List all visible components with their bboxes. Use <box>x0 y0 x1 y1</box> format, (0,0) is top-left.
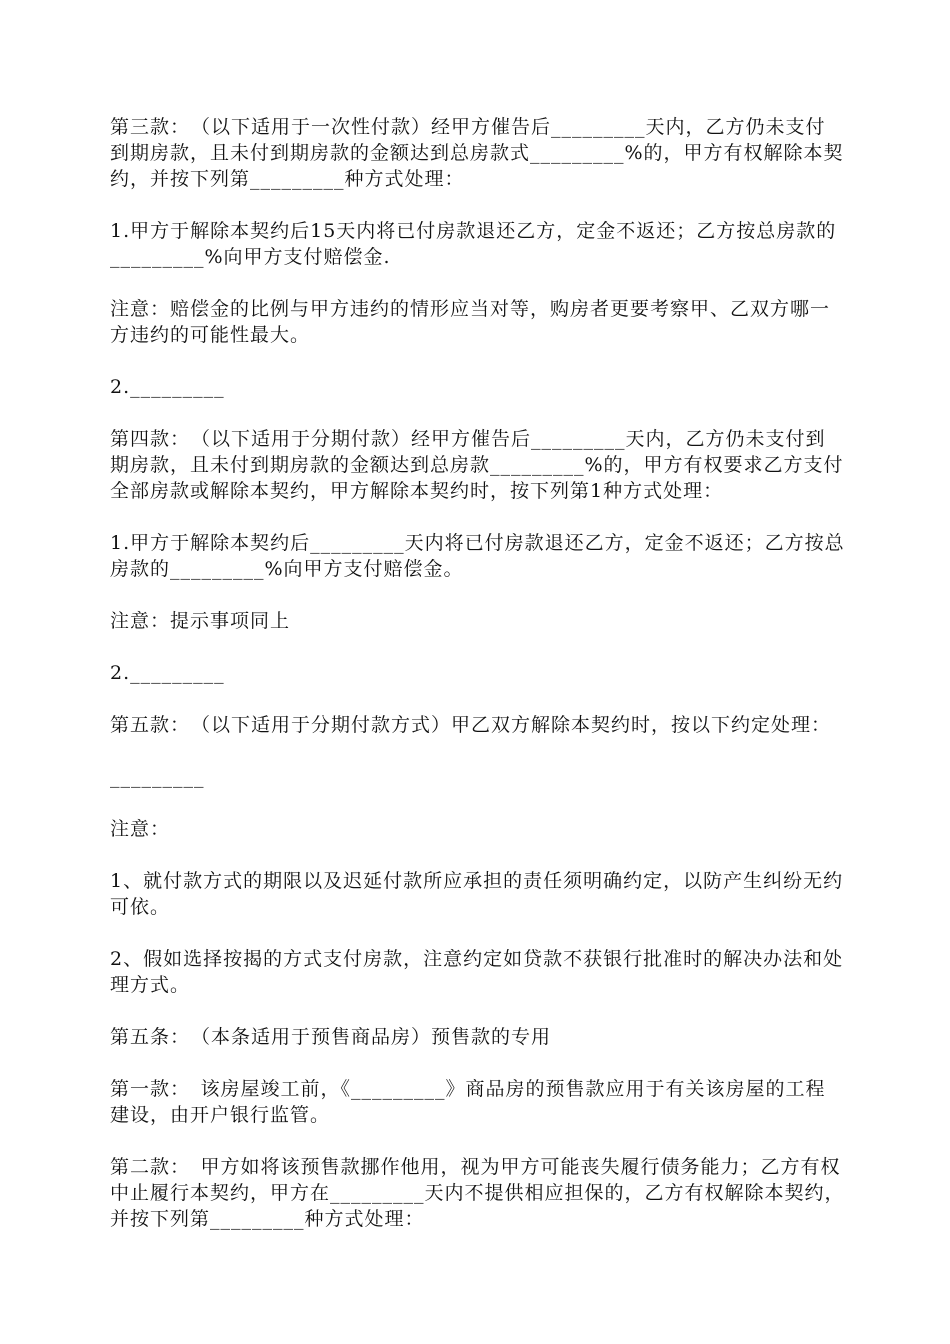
option-1-refund-installment: 1.甲方于解除本契约后_________天内将已付房款退还乙方，定金不返还；乙方按总房款的_________%向甲方支付赔偿金。 <box>110 532 845 580</box>
document-body <box>110 114 845 1258</box>
note-heading: 注意： <box>110 818 171 840</box>
clause-3-payment-overdue: 第三款： （以下适用于一次性付款）经甲方催告后_________天内，乙方仍未支付到期房款，且未付到期房款的金额达到总房款式_________%的，甲方有权解除本契约，并按下列第_________种方式处理： <box>110 116 844 190</box>
note-same-as-above: 注意：提示事项同上 <box>110 610 291 632</box>
option-1-refund: 1.甲方于解除本契约后15天内将已付房款退还乙方，定金不返还；乙方按总房款的_________%向甲方支付赔偿金. <box>110 220 837 268</box>
clause-4-installment: 第四款： （以下适用于分期付款）经甲方催告后_________天内，乙方仍未支付到期房款，且未付到期房款的金额达到总房款_________%的，甲方有权要求乙方支付全部房款或解除本契约，甲方解除本契约时，按下列第1种方式处理： <box>110 428 844 502</box>
blank-line: _________ <box>110 766 205 788</box>
note-compensation-ratio: 注意：赔偿金的比例与甲方违约的情形应当对等，购房者更要考察甲、乙双方哪一方违约的可能性最大。 <box>110 298 831 346</box>
option-2-blank-installment: 2._________ <box>110 662 225 684</box>
note-item-2: 2、假如选择按揭的方式支付房款，注意约定如贷款不获银行批准时的解决办法和处理方式。 <box>110 948 844 996</box>
article-5-heading: 第五条： （本条适用于预售商品房）预售款的专用 <box>110 1026 552 1048</box>
article-5-clause-2: 第二款： 甲方如将该预售款挪作他用，视为甲方可能丧失履行债务能力；乙方有权中止履行本契约，甲方在_________天内不提供相应担保的，乙方有权解除本契约，并按下列第_________种方式处理： <box>110 1156 845 1230</box>
article-5-clause-1: 第一款： 该房屋竣工前，《_________》商品房的预售款应用于有关该房屋的工程建设，由开户银行监管。 <box>110 1078 826 1126</box>
note-item-1: 1、就付款方式的期限以及迟延付款所应承担的责任须明确约定，以防产生纠纷无约可依。 <box>110 870 844 918</box>
option-2-blank: 2._________ <box>110 376 225 398</box>
clause-5-termination: 第五款： （以下适用于分期付款方式）甲乙双方解除本契约时，按以下约定处理： <box>110 714 832 736</box>
